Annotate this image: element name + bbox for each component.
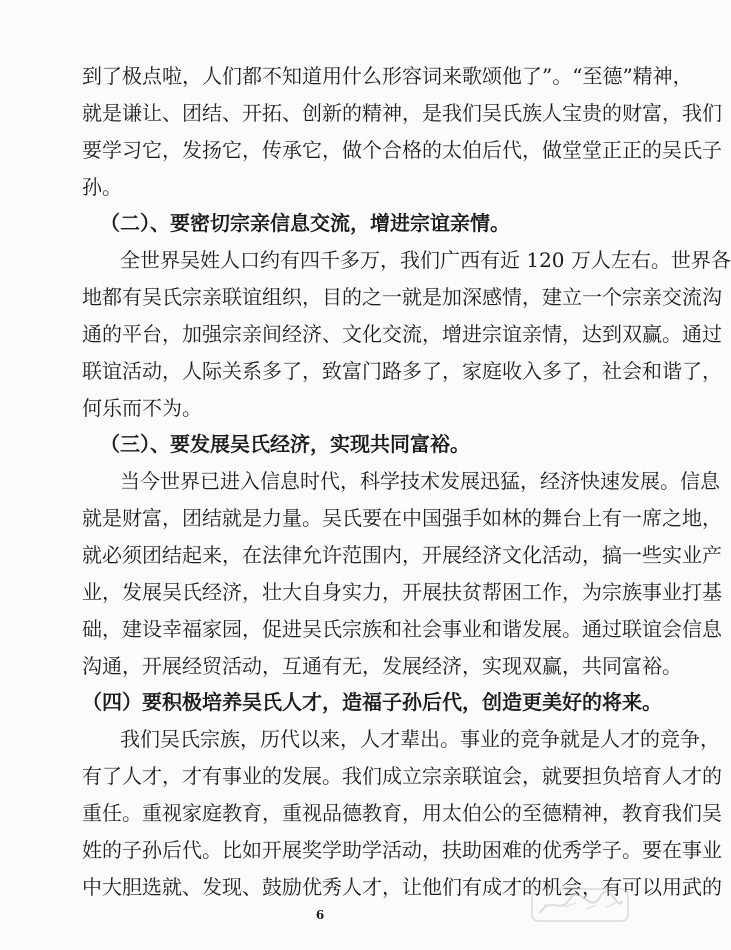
- text-line: 姓的子孙后代。比如开展奖学助学活动，扶助困难的优秀学子。要在事业: [82, 838, 722, 862]
- text-line: 就是谦让、团结、开拓、创新的精神，是我们吴氏族人宝贵的财富，我们: [82, 101, 722, 125]
- text-line: 地都有吴氏宗亲联谊组织，目的之一就是加深感情，建立一个宗亲交流沟: [82, 285, 722, 309]
- text-line: 当今世界已进入信息时代，科学技术发展迅猛，经济快速发展。信息: [120, 469, 720, 493]
- text-line: 联谊活动，人际关系多了，致富门路多了，家庭收入多了，社会和谐了，: [82, 359, 722, 383]
- text-line: 就必须团结起来，在法律允许范围内，开展经济文化活动，搞一些实业产: [82, 543, 722, 567]
- page-number: 6: [315, 908, 325, 922]
- text-line: 业，发展吴氏经济，壮大自身实力，开展扶贫帮困工作，为宗族事业打基: [82, 580, 722, 604]
- text-line: 全世界吴姓人口约有四千多万，我们广西有近 120 万人左右。世界各: [120, 248, 731, 272]
- text-line: 有了人才，才有事业的发展。我们成立宗亲联谊会，就要担负培育人才的: [82, 764, 722, 788]
- section-heading: （四）要积极培养吴氏人才，造福子孙后代，创造更美好的将来。: [82, 690, 662, 714]
- text-line: 重任。重视家庭教育，重视品德教育，用太伯公的至德精神，教育我们吴: [82, 801, 722, 825]
- text-line: 要学习它，发扬它，传承它，做个合格的太伯后代，做堂堂正正的吴氏子: [82, 138, 722, 162]
- text-line: 就是财富，团结就是力量。吴氏要在中国强手如林的舞台上有一席之地，: [82, 506, 722, 530]
- section-heading: （二）、要密切宗亲信息交流，增进宗谊亲情。: [100, 211, 510, 235]
- section-heading: （三）、要发展吴氏经济，实现共同富裕。: [100, 432, 470, 456]
- text-line: 础，建设幸福家园，促进吴氏宗族和社会事业和谐发展。通过联谊会信息: [82, 617, 722, 641]
- text-line: 孙。: [82, 175, 122, 199]
- text-line: 中大胆选就、发现、鼓励优秀人才，让他们有成才的机会，有可以用武的: [82, 875, 722, 899]
- text-line: 沟通，开展经贸活动，互通有无，发展经济，实现双赢，共同富裕。: [82, 654, 682, 678]
- text-line: 到了极点啦，人们都不知道用什么形容词来歌颂他了”。“至德”精神，: [82, 64, 693, 88]
- text-line: 我们吴氏宗族，历代以来，人才辈出。事业的竞争就是人才的竞争，: [120, 727, 720, 751]
- text-line: 通的平台，加强宗亲间经济、文化交流，增进宗谊亲情，达到双赢。通过: [82, 322, 722, 346]
- text-line: 何乐而不为。: [82, 396, 202, 420]
- watermark-logo: [530, 885, 630, 925]
